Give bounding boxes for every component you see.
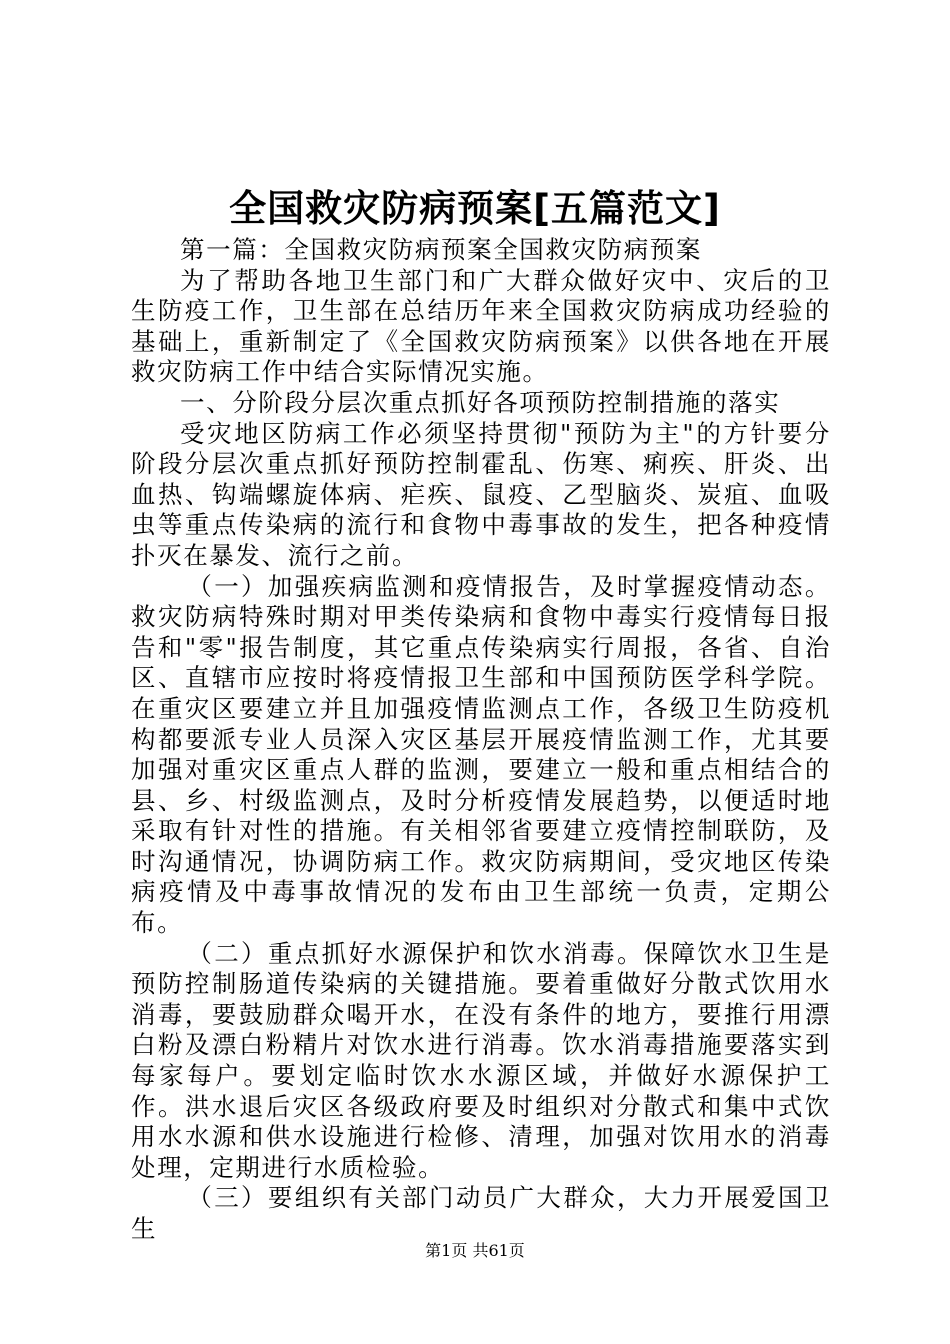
paragraph-item-2: （二）重点抓好水源保护和饮水消毒。保障饮水卫生是预防控制肠道传染病的关键措施。要着重做好分散式饮用水消毒，要鼓励群众喝开水，在没有条件的地方，要推行用漂白粉及漂白粉精片对饮水进行消毒。饮水消毒措施要落实到每家每户。要划定临时饮水水源区域，并做好水源保护工作。洪水退后灾区各级政府要及时组织对分散式和集中式饮用水水源和供水设施进行检修、清理，加强对饮用水的消毒处理，定期进行水质检验。 bbox=[131, 938, 831, 1182]
document-title: 全国救灾防病预案[五篇范文] bbox=[229, 187, 721, 230]
document-body bbox=[131, 235, 831, 1245]
paragraph-item-1: （一）加强疾病监测和疫情报告，及时掌握疫情动态。救灾防病特殊时期对甲类传染病和食物中毒实行疫情每日报告和"零"报告制度，其它重点传染病实行周报，各省、自治区、直辖市应按时将疫情报卫生部和中国预防医学科学院。在重灾区要建立并且加强疫情监测点工作，各级卫生防疫机构都要派专业人员深入灾区基层开展疫情监测工作，尤其要加强对重灾区重点人群的监测，要建立一般和重点相结合的县、乡、村级监测点，及时分析疫情发展趋势，以便适时地采取有针对性的措施。有关相邻省要建立疫情控制联防，及时沟通情况，协调防病工作。救灾防病期间，受灾地区传染病疫情及中毒事故情况的发布由卫生部统一负责，定期公布。 bbox=[131, 571, 831, 938]
paragraph-intro: 为了帮助各地卫生部门和广大群众做好灾中、灾后的卫生防疫工作，卫生部在总结历年来全国救灾防病成功经验的基础上，重新制定了《全国救灾防病预案》以供各地在开展救灾防病工作中结合实际情况实施。 bbox=[131, 265, 831, 387]
paragraph-section-heading: 一、分阶段分层次重点抓好各项预防控制措施的落实 bbox=[180, 387, 781, 417]
paragraph-chapter-heading: 第一篇：全国救灾防病预案全国救灾防病预案 bbox=[180, 235, 702, 264]
page-footer: 第1页 共61页 bbox=[425, 1241, 525, 1260]
paragraph-item-3: （三）要组织有关部门动员广大群众，大力开展爱国卫生 bbox=[131, 1183, 831, 1243]
paragraph-principle: 受灾地区防病工作必须坚持贯彻"预防为主"的方针要分阶段分层次重点抓好预防控制霍乱、伤寒、痢疾、肝炎、出血热、钩端螺旋体病、疟疾、鼠疫、乙型脑炎、炭疽、血吸虫等重点传染病的流行和食物中毒事故的发生，把各种疫情扑灭在暴发、流行之前。 bbox=[131, 418, 831, 570]
